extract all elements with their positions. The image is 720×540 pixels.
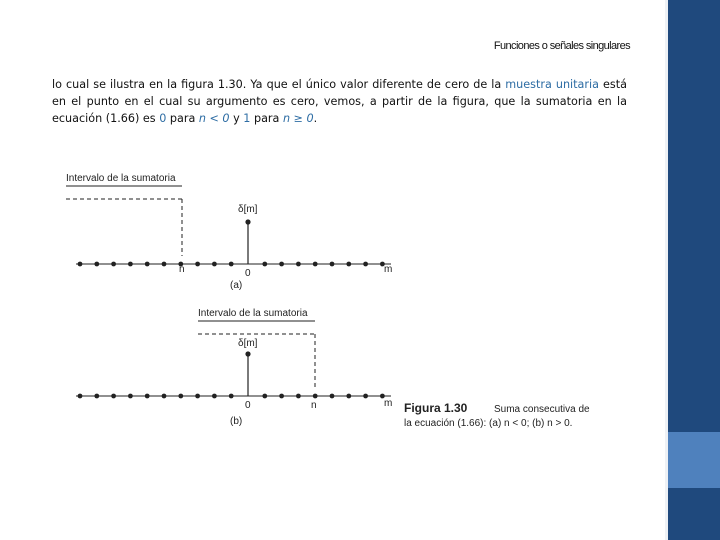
panel-a-m-label: m	[384, 264, 393, 275]
panel-a-sample-dot	[128, 262, 133, 267]
paragraph-text-2: está en el punto en el cual su argumento es cero, vemos, a partir de la figura, que la sumatoria en la ecuación (1.66) es	[52, 78, 627, 125]
panel-b-m-label: m	[384, 398, 393, 409]
paragraph-text-6: .	[313, 112, 318, 125]
panel-a-zero-label: 0	[245, 268, 251, 279]
panel-a-sample-dot	[330, 262, 335, 267]
figure-caption-title: Figura 1.30	[404, 401, 468, 415]
keyword-zero: 0	[159, 112, 167, 125]
panel-b-interval-label: Intervalo de la sumatoria	[198, 308, 308, 319]
panel-b-sample-dot	[313, 394, 318, 399]
panel-b-impulse-head	[245, 351, 250, 356]
paragraph-text-3: para	[166, 112, 199, 125]
math-n-geq-zero: n ≥ 0	[282, 112, 314, 125]
panel-b-sample-dot	[262, 394, 267, 399]
paragraph-text-4: y	[229, 112, 244, 125]
panel-b-sample-dot	[330, 394, 335, 399]
panel-b	[76, 308, 392, 427]
panel-a-sample-dot	[162, 262, 167, 267]
body-paragraph	[52, 76, 627, 127]
panel-b-n-label: n	[311, 400, 317, 411]
panel-a-impulse-head	[245, 219, 250, 224]
panel-b-sample-dot	[145, 394, 150, 399]
panel-a-n-label: n	[179, 264, 185, 275]
panel-a-sample-dot	[296, 262, 301, 267]
panel-b-sample-dot	[111, 394, 116, 399]
panel-b-sample-dot	[178, 394, 183, 399]
panel-b-sample-dot	[279, 394, 284, 399]
panel-a-sample-dot	[94, 262, 99, 267]
panel-b-sample-dot	[128, 394, 133, 399]
sidebar-decoration-middle	[668, 432, 720, 488]
panel-a-caption-label: (a)	[230, 280, 243, 291]
panel-a-sample-dot	[313, 262, 318, 267]
panel-a-sample-dot	[262, 262, 267, 267]
panel-b-zero-label: 0	[245, 400, 251, 411]
panel-a-sample-dot	[229, 262, 234, 267]
panel-b-sample-dot	[296, 394, 301, 399]
panel-a-sample-dot	[346, 262, 351, 267]
panel-a-sample-dot	[195, 262, 200, 267]
keyword-one: 1	[243, 112, 251, 125]
panel-a-interval-label: Intervalo de la sumatoria	[66, 173, 176, 184]
paragraph-text-1: lo cual se ilustra en la figura 1.30. Ya que el único valor diferente de cero de la	[52, 78, 506, 91]
keyword-muestra-unitaria: muestra unitaria	[505, 78, 599, 91]
sidebar-decoration-bottom	[668, 488, 720, 540]
panel-a-sample-dot	[78, 262, 83, 267]
panel-a-sample-dot	[145, 262, 150, 267]
figure-svg	[58, 168, 610, 435]
panel-b-sample-dot	[212, 394, 217, 399]
panel-b-sample-dot	[78, 394, 83, 399]
panel-b-caption-label: (b)	[230, 416, 243, 427]
panel-b-sample-dot	[162, 394, 167, 399]
panel-a-sample-dot	[363, 262, 368, 267]
panel-a-sample-dot	[111, 262, 116, 267]
math-n-less-zero: n < 0	[198, 112, 230, 125]
sidebar-decoration-top	[668, 0, 720, 432]
panel-a	[66, 173, 392, 291]
panel-b-sample-dot	[195, 394, 200, 399]
paragraph-text-5: para	[250, 112, 283, 125]
panel-b-sample-dot	[94, 394, 99, 399]
panel-a-delta-label: δ[m]	[238, 204, 258, 215]
panel-b-delta-label: δ[m]	[238, 338, 258, 349]
figure-caption-line-1: Suma consecutiva de	[494, 404, 590, 415]
figure-1-30	[58, 168, 610, 435]
panel-a-sample-dot	[212, 262, 217, 267]
figure-caption-line-2: la ecuación (1.66): (a) n < 0; (b) n > 0.	[404, 418, 573, 429]
panel-b-sample-dot	[346, 394, 351, 399]
slide-header-title: Funciones o señales singulares	[493, 40, 630, 52]
panel-a-sample-dot	[279, 262, 284, 267]
panel-b-sample-dot	[363, 394, 368, 399]
panel-b-sample-dot	[229, 394, 234, 399]
